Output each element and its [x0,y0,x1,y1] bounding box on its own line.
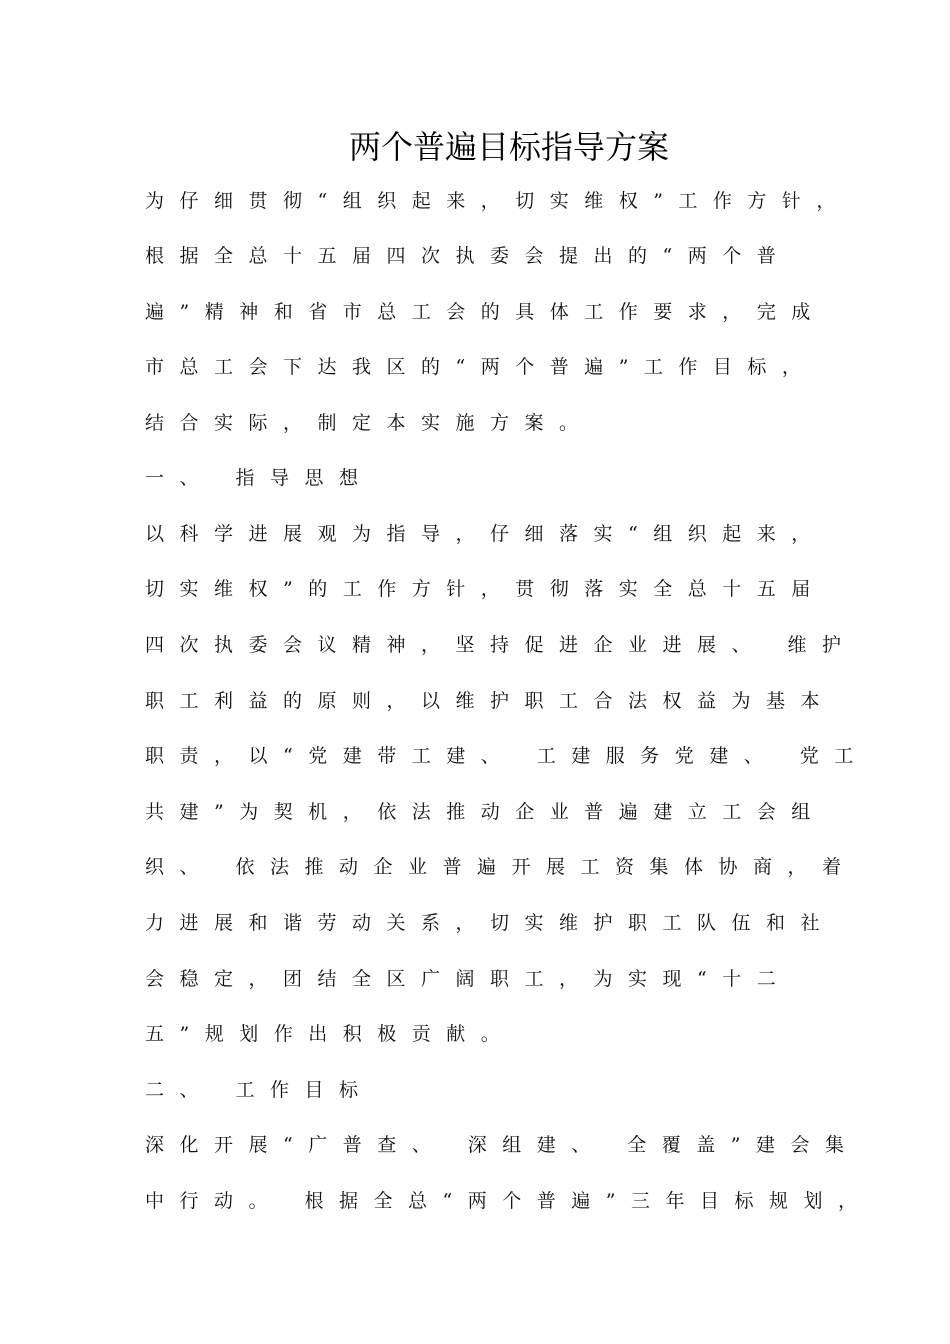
body-line-10: 职工利益的原则，以维护职工合法权益为基本 [145,690,836,712]
section-heading-1: 一、 指导思想 [145,467,374,489]
body-line-18: 深化开展“广普查、 深组建、 全覆盖”建会集 [145,1134,860,1156]
body-line-16: 五”规划作出积极贡献。 [145,1023,516,1045]
body-line-11: 职责，以“党建带工建、 工建服务党建、 党工 [145,745,869,767]
body-line-5: 结合实际，制定本实施方案。 [145,412,594,434]
body-line-8: 切实维权”的工作方针，贯彻落实全总十五届 [145,578,826,600]
section-heading-2: 二、 工作目标 [145,1079,374,1101]
body-line-19: 中行动。 根据全总“两个普遍”三年目标规划， [145,1190,873,1212]
body-line-2: 根据全总十五届四次执委会提出的“两个普 [145,245,792,267]
body-line-13: 织、 依法推动企业普遍开展工资集体协商，着 [145,856,857,878]
body-line-3: 遍”精神和省市总工会的具体工作要求，完成 [145,301,826,323]
body-line-15: 会稳定，团结全区广阔职工，为实现“十二 [145,968,792,990]
body-line-4: 市总工会下达我区的“两个普遍”工作目标， [145,356,817,378]
body-line-7: 以科学进展观为指导，仔细落实“组织起来， [145,523,826,545]
body-line-1: 为仔细贯彻“组织起来，切实维权”工作方针， [145,190,851,212]
body-line-14: 力进展和谐劳动关系，切实维护职工队伍和社 [145,912,836,934]
body-line-9: 四次执委会议精神，坚持促进企业进展、 维护 [145,634,857,656]
body-line-12: 共建”为契机，依法推动企业普遍建立工会组 [145,801,826,823]
document-title: 两个普遍目标指导方案 [348,128,669,166]
